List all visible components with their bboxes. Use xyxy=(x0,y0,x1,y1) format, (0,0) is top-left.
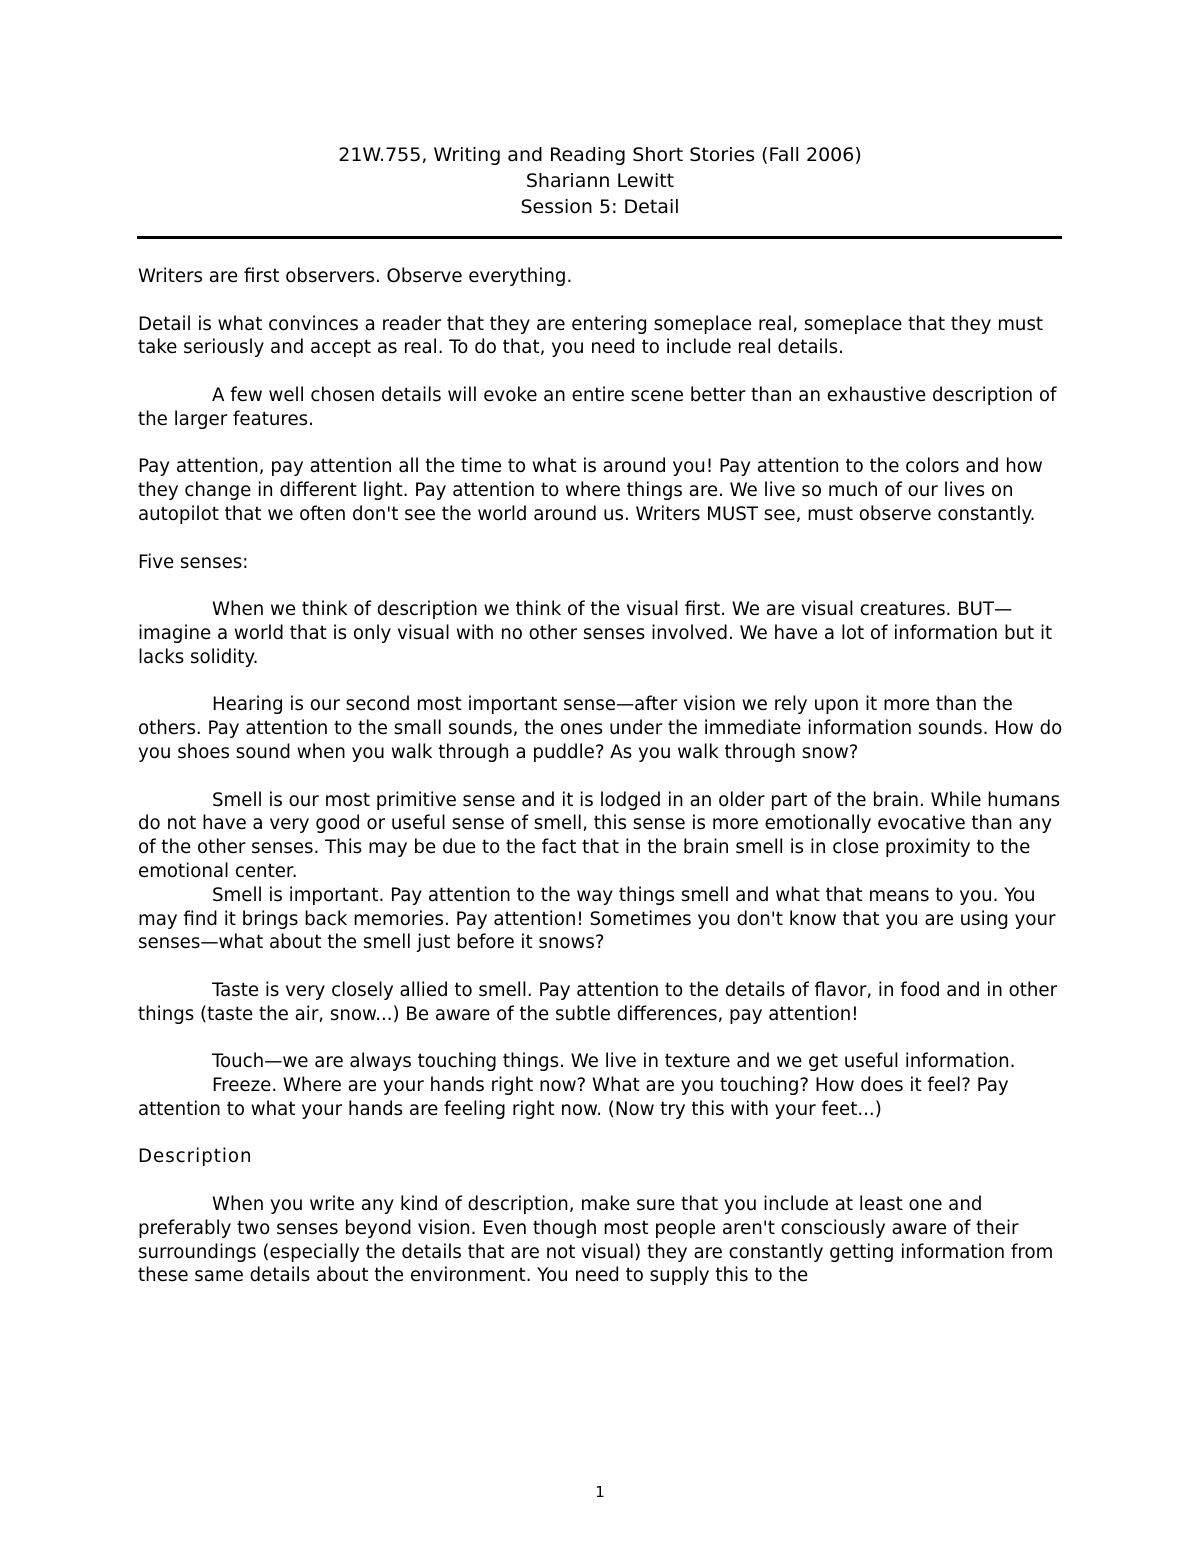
paragraph-five-senses-label: Five senses: xyxy=(138,551,249,573)
document-body xyxy=(138,265,1073,1288)
session-title: Session 5: Detail xyxy=(520,196,680,218)
paragraph-detail-definition: Detail is what convinces a reader that they are entering someplace real, someplace that they must take seriously and accept as real. To do that, you need to include real details. xyxy=(138,313,1044,359)
paragraph-visual: When we think of description we think of the visual first. We are visual creatures. BUT—imagine a world that is only visual with no other senses involved. We have a lot of information but it lacks solidity. xyxy=(138,599,1053,668)
paragraph-hearing: Hearing is our second most important sense—after vision we rely upon it more than the others. Pay attention to the small sounds, the ones under the immediate information sounds. How do you shoes sound when you walk through a puddle? As you walk through snow? xyxy=(138,694,1063,763)
paragraph-freeze: Freeze. Where are your hands right now? What are you touching? How does it feel? Pay attention to what your hands are feeling right now. (Now try this with your feet...) xyxy=(138,1075,1009,1120)
paragraph-intro: Writers are first observers. Observe everything. xyxy=(138,266,573,287)
header-divider xyxy=(137,236,1062,239)
paragraph-taste: Taste is very closely allied to smell. Pay attention to the details of flavor, in food and in other things (taste the air, snow...) Be aware of the subtle differences, pay attention! xyxy=(138,979,1058,1025)
course-title: 21W.755, Writing and Reading Short Stories (Fall 2006) xyxy=(338,144,862,166)
paragraph-well-chosen-details: A few well chosen details will evoke an entire scene better than an exhaustive description of the larger features. xyxy=(138,384,1057,430)
paragraph-touch: Touch—we are always touching things. We live in texture and we get useful information. xyxy=(212,1051,1016,1073)
document-header xyxy=(0,142,1200,220)
paragraph-pay-attention: Pay attention, pay attention all the time to what is around you! Pay attention to the colors and how they change in different light. Pay attention to where things are. We live so much of our lives on autopilot that we often don't see the world around us. Writers MUST see, must observe constantly. xyxy=(138,456,1043,525)
author-name: Shariann Lewitt xyxy=(525,170,675,192)
paragraph-smell: Smell is our most primitive sense and it is lodged in an older part of the brain. While humans do not have a very good or useful sense of smell, this sense is more emotionally evocative than any of the other senses. This may be due to the fact that in the brain smell is in close proximity to the emotional center. xyxy=(138,789,1061,882)
paragraph-smell-important: Smell is important. Pay attention to the way things smell and what that means to you. You may find it brings back memories. Pay attention! Sometimes you don't know that you are using your senses—what about the smell just before it snows? xyxy=(138,884,1056,954)
section-heading-description: Description xyxy=(138,1146,253,1168)
page-number: 1 xyxy=(595,1483,605,1501)
paragraph-description: When you write any kind of description, make sure that you include at least one and preferably two senses beyond vision. Even though most people aren't consciously aware of their surroundings (especially the details that are not visual) they are constantly getting information from these same details about the environment. You need to supply this to the xyxy=(138,1194,1054,1287)
